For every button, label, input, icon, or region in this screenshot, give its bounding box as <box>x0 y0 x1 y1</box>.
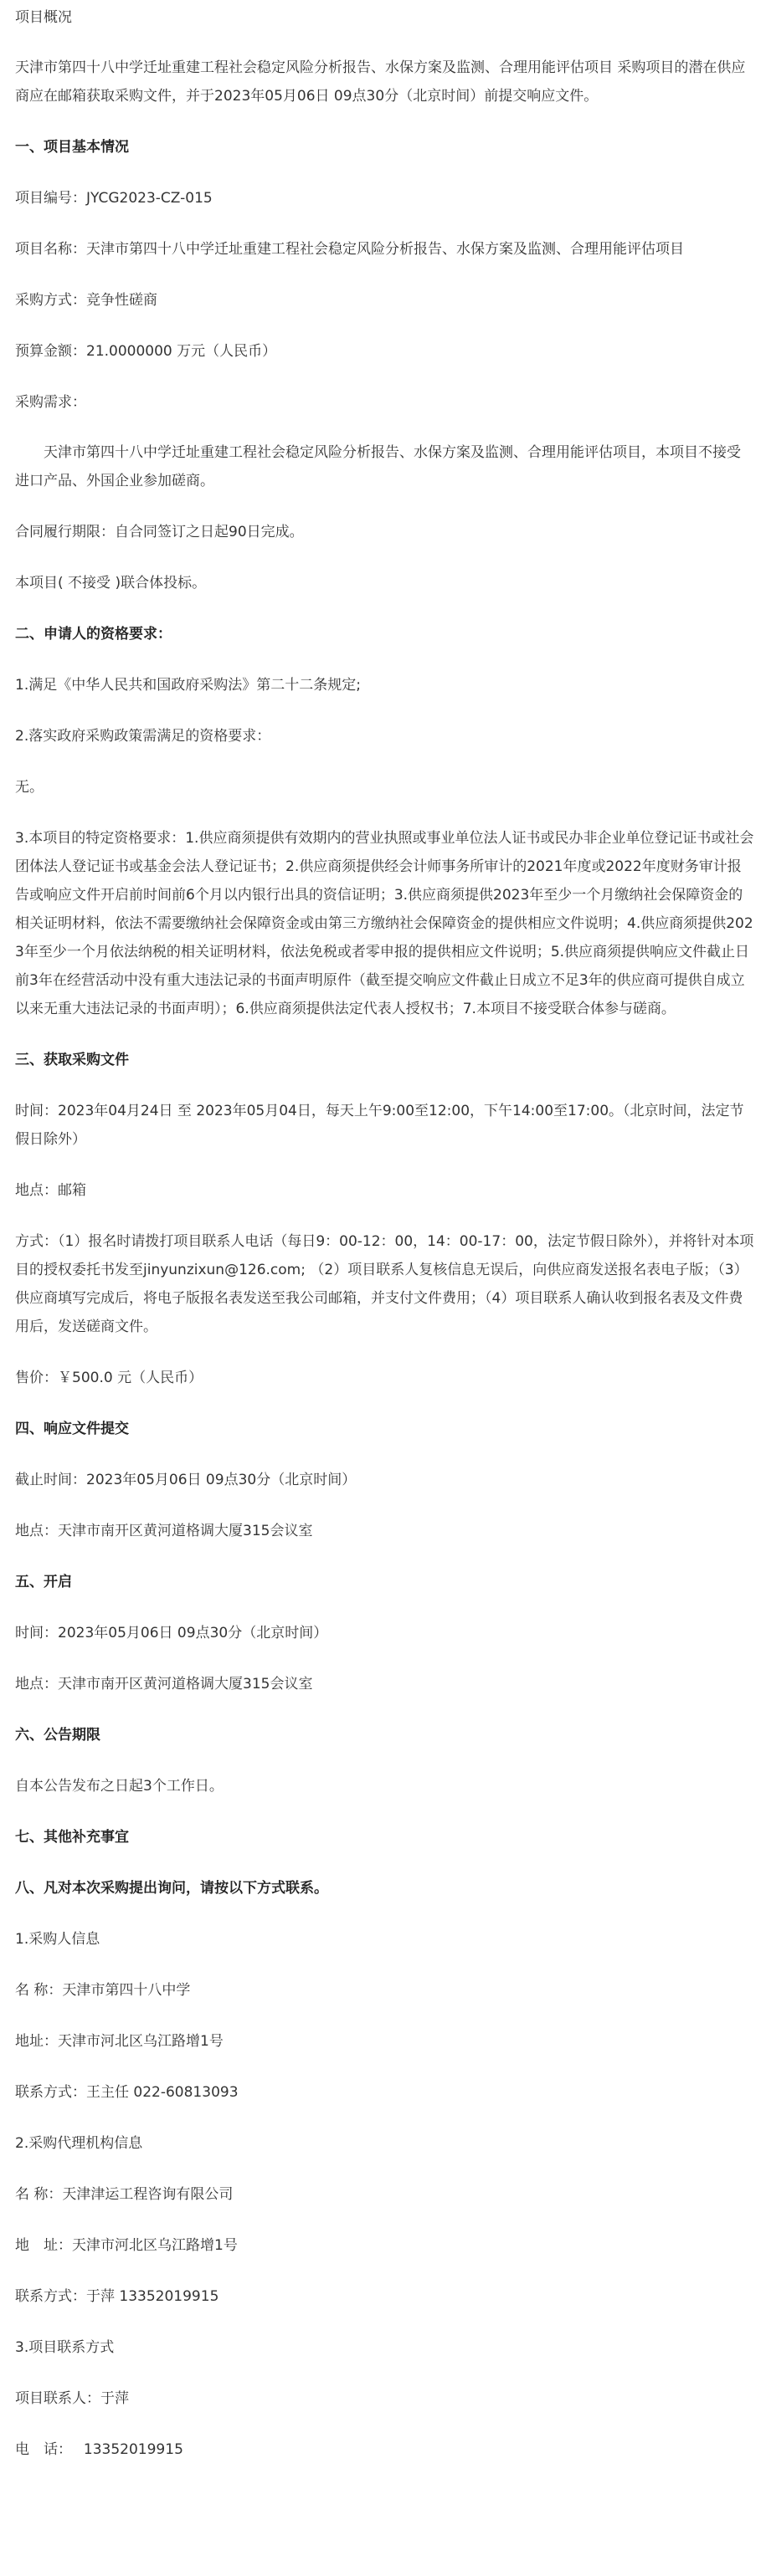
consortium-policy: 本项目( 不接受 )联合体投标。 <box>15 575 207 592</box>
project-contact-person: 项目联系人：于萍 <box>15 2390 129 2407</box>
obtain-way: 方式：（1）报名时请拨打项目联系人电话（每日9：00-12：00，14：00-17：00，法定节假日除外），并将针对本项目的授权委托书发至jinyunzixun@126.com; （2）项目联系人复核信息无误后，向供应商发送报名表电子版；（3）供应商填写完成后，将电子版报名表发送至我公司邮箱，并支付文件费用；（4）项目联系人确认收到报名表及文件费用后，发送磋商文件。 <box>15 1233 754 1335</box>
agency-info-label: 2.采购代理机构信息 <box>15 2135 143 2152</box>
obtain-time: 时间：2023年04月24日 至 2023年05月04日，每天上午9:00至12:00，下午14:00至17:00。（北京时间，法定节假日除外） <box>15 1103 744 1148</box>
project-name: 项目名称：天津市第四十八中学迁址重建工程社会稳定风险分析报告、水保方案及监测、合理用能评估项目 <box>15 241 684 258</box>
agency-name: 名 称：天津津运工程咨询有限公司 <box>15 2186 234 2203</box>
buyer-contact: 联系方式：王主任 022-60813093 <box>15 2084 239 2101</box>
project-contact-label: 3.项目联系方式 <box>15 2339 115 2356</box>
overview-label: 项目概况 <box>15 9 72 26</box>
agency-contact: 联系方式：于萍 13352019915 <box>15 2288 219 2305</box>
submission-deadline: 截止时间：2023年05月06日 09点30分（北京时间） <box>15 1472 357 1488</box>
agency-address: 地 址：天津市河北区乌江路增1号 <box>15 2237 238 2254</box>
document-price: 售价：￥500.0 元（人民币） <box>15 1370 203 1386</box>
overview-text: 天津市第四十八中学迁址重建工程社会稳定风险分析报告、水保方案及监测、合理用能评估项目 采购项目的潜在供应商应在邮箱获取采购文件，并于2023年05月06日 09点30分（北京时间）前提交响应文件。 <box>15 59 746 105</box>
project-contact-phone: 电 话： 13352019915 <box>15 2441 183 2458</box>
section-5-heading: 五、开启 <box>15 1574 72 1590</box>
requirement-2: 2.落实政府采购政策需满足的资格要求： <box>15 728 271 745</box>
procurement-method: 采购方式：竞争性磋商 <box>15 292 157 309</box>
procurement-need-text: 天津市第四十八中学迁址重建工程社会稳定风险分析报告、水保方案及监测、合理用能评估项目，本项目不接受进口产品、外国企业参加磋商。 <box>15 444 741 489</box>
opening-place: 地点：天津市南开区黄河道格调大厦315会议室 <box>15 1676 313 1693</box>
requirement-3: 3.本项目的特定资格要求：1.供应商须提供有效期内的营业执照或事业单位法人证书或民办非企业单位登记证书或社会团体法人登记证书或基金会法人登记证书；2.供应商须提供经会计师事务所审计的2021年度或2022年度财务审计报告或响应文件开启前时间前6个月以内银行出具的资信证明；3.供应商须提供2023年至少一个月缴纳社会保障资金的相关证明材料，依法不需要缴纳社会保障资金或由第三方缴纳社会保障资金的提供相应文件说明；4.供应商须提供2023年至少一个月依法纳税的相关证明材料，依法免税或者零申报的提供相应文件说明；5.供应商须提供响应文件截止日前3年在经营活动中没有重大违法记录的书面声明原件（截至提交响应文件截止日成立不足3年的供应商可提供自成立以来无重大违法记录的书面声明）；6.供应商须提供法定代表人授权书；7.本项目不接受联合体参与磋商。 <box>15 830 754 1017</box>
section-7-heading: 七、其他补充事宜 <box>15 1829 129 1846</box>
requirement-1: 1.满足《中华人民共和国政府采购法》第二十二条规定; <box>15 677 361 694</box>
obtain-place: 地点：邮箱 <box>15 1182 86 1199</box>
submission-place: 地点：天津市南开区黄河道格调大厦315会议室 <box>15 1523 313 1539</box>
buyer-address: 地址：天津市河北区乌江路增1号 <box>15 2033 224 2050</box>
contract-period: 合同履行期限：自合同签订之日起90日完成。 <box>15 524 304 540</box>
section-6-heading: 六、公告期限 <box>15 1727 100 1744</box>
section-1-heading: 一、项目基本情况 <box>15 139 129 156</box>
section-2-heading: 二、申请人的资格要求： <box>15 626 172 643</box>
section-4-heading: 四、响应文件提交 <box>15 1421 129 1437</box>
requirement-2-none: 无。 <box>15 779 44 796</box>
section-8-heading: 八、凡对本次采购提出询问，请按以下方式联系。 <box>15 1880 328 1897</box>
notice-period: 自本公告发布之日起3个工作日。 <box>15 1778 224 1795</box>
buyer-name: 名 称：天津市第四十八中学 <box>15 1982 191 1999</box>
budget-amount: 预算金额：21.0000000 万元（人民币） <box>15 343 277 360</box>
buyer-info-label: 1.采购人信息 <box>15 1931 100 1948</box>
opening-time: 时间：2023年05月06日 09点30分（北京时间） <box>15 1625 328 1641</box>
section-3-heading: 三、获取采购文件 <box>15 1052 129 1068</box>
procurement-need-label: 采购需求： <box>15 394 86 411</box>
project-number: 项目编号：JYCG2023-CZ-015 <box>15 190 213 207</box>
